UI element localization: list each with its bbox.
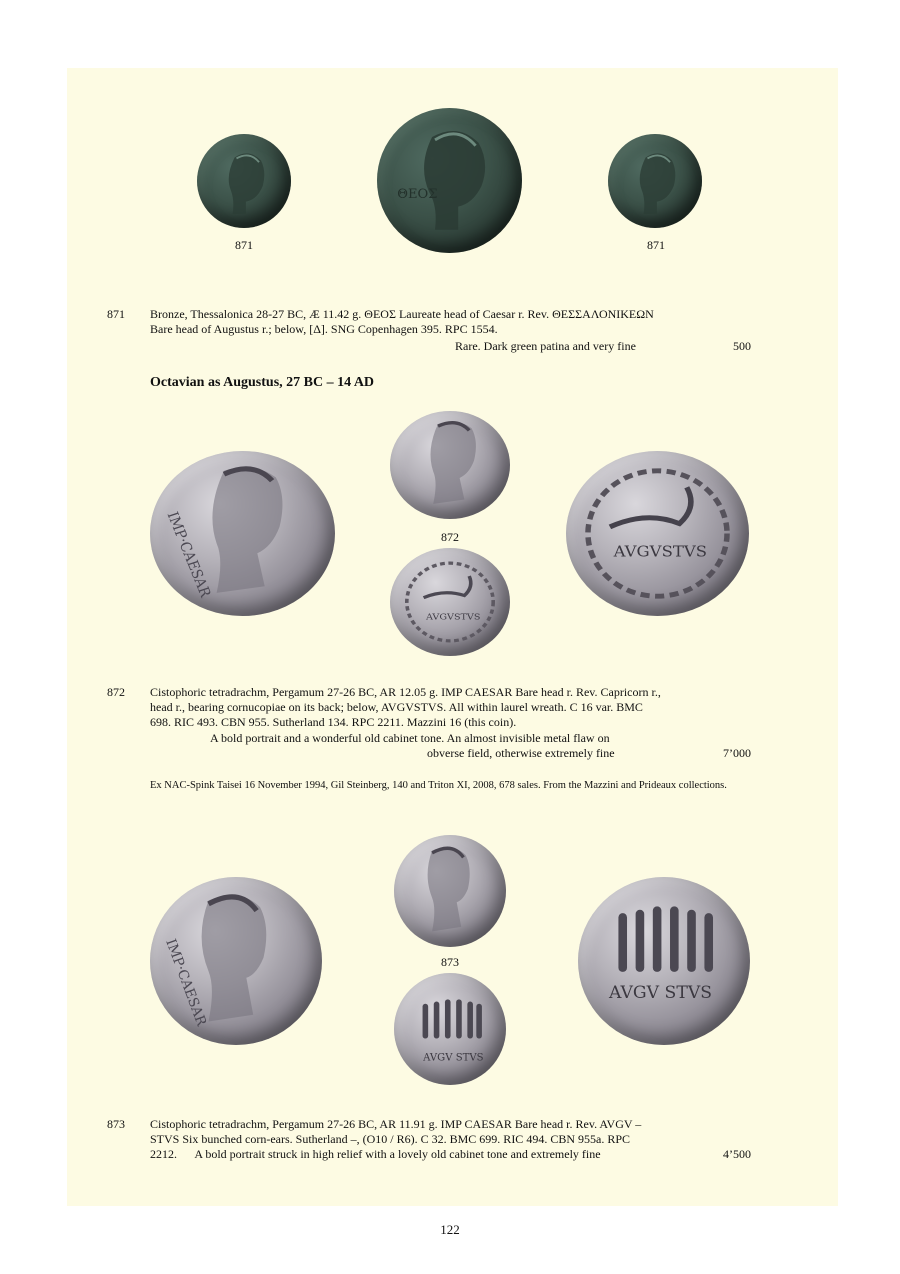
svg-text:AVGV STVS: AVGV STVS xyxy=(423,1052,484,1064)
lot-description-line: head r., bearing cornucopiae on its back; below, AVGVSTVS. All within laurel wreath. C 16 var. BMC xyxy=(150,700,643,714)
lot-description-line: Bare head of Augustus r.; below, [Δ]. SNG Copenhagen 395. RPC 1554. xyxy=(150,322,498,336)
laurel-wreath-icon xyxy=(566,451,749,616)
svg-text:IMP·CAESAR: IMP·CAESAR xyxy=(163,510,214,600)
coin-872-reverse xyxy=(390,548,510,656)
svg-text:IMP·CAESAR: IMP·CAESAR xyxy=(162,936,210,1029)
capricorn-icon xyxy=(390,548,510,656)
lot-price: 7’000 xyxy=(723,746,751,760)
lot-description-line: 698. RIC 493. CBN 955. Sutherland 134. RPC 2211. Mazzini 16 (this coin). xyxy=(150,715,517,729)
corn-ears-icon xyxy=(394,973,506,1085)
svg-text:AVGVSTVS: AVGVSTVS xyxy=(613,542,707,561)
coin-871-reverse xyxy=(608,134,702,228)
coin-871-label-right: 871 xyxy=(647,238,665,252)
coin-873-reverse xyxy=(394,973,506,1085)
lot-description-line: Bronze, Thessalonica 28-27 BC, Æ 11.42 g. ΘΕΟΣ Laureate head of Caesar r. Rev. ΘΕΣΣΑΛΟΝΙΚΕΩΝ xyxy=(150,307,654,321)
page-number: 122 xyxy=(440,1222,460,1237)
coin-872-label: 872 xyxy=(441,530,459,544)
lot-number: 872 xyxy=(107,685,125,699)
lot-description-line: 2212. A bold portrait struck in high relief with a lovely old cabinet tone and extremely fine xyxy=(150,1147,601,1161)
head-icon xyxy=(394,835,506,947)
coin-871-obverse xyxy=(197,134,291,228)
svg-text:AVGV STVS: AVGV STVS xyxy=(608,983,713,1003)
lot-description-line: Cistophoric tetradrachm, Pergamum 27-26 BC, AR 12.05 g. IMP CAESAR Bare head r. Rev. Capricorn r., xyxy=(150,685,661,699)
lot-description-line: Cistophoric tetradrachm, Pergamum 27-26 BC, AR 11.91 g. IMP CAESAR Bare head r. Rev. AVGV – xyxy=(150,1117,642,1131)
svg-text:ΘΕΟΣ: ΘΕΟΣ xyxy=(397,186,438,202)
coin-873-reverse-enlarged xyxy=(578,877,750,1045)
section-heading: Octavian as Augustus, 27 BC – 14 AD xyxy=(150,375,375,390)
lot-description-line: STVS Six bunched corn-ears. Sutherland –, (O10 / R6). C 32. BMC 699. RIC 494. CBN 955a. RPC xyxy=(150,1132,630,1146)
head-icon xyxy=(197,134,291,228)
lot-condition: A bold portrait and a wonderful old cabinet tone. An almost invisible metal flaw on xyxy=(210,731,610,745)
head-icon xyxy=(390,411,510,519)
coin-871-enlarged xyxy=(377,108,522,253)
lot-price: 4’500 xyxy=(723,1147,751,1161)
coin-873-label: 873 xyxy=(441,955,459,969)
lot-condition: Rare. Dark green patina and very fine xyxy=(455,339,636,353)
lot-number: 871 xyxy=(107,307,125,321)
corn-ears-icon xyxy=(578,877,750,1045)
head-icon xyxy=(150,877,322,1045)
lot-condition: obverse field, otherwise extremely fine xyxy=(427,746,615,760)
coin-871-label-left: 871 xyxy=(235,238,253,252)
head-icon xyxy=(377,108,522,253)
coin-873-obverse xyxy=(394,835,506,947)
head-icon xyxy=(150,451,335,616)
coin-872-obverse xyxy=(390,411,510,519)
lot-provenance: Ex NAC-Spink Taisei 16 November 1994, Gil Steinberg, 140 and Triton XI, 2008, 678 sales. From the Mazzini and Prideaux collections. xyxy=(150,780,727,791)
coin-872-reverse-enlarged xyxy=(566,451,749,616)
svg-text:AVGVSTVS: AVGVSTVS xyxy=(426,612,481,623)
head-icon xyxy=(608,134,702,228)
lot-number: 873 xyxy=(107,1117,125,1131)
coin-872-obverse-enlarged xyxy=(150,451,335,616)
lot-price: 500 xyxy=(733,339,751,353)
coin-873-obverse-enlarged xyxy=(150,877,322,1045)
